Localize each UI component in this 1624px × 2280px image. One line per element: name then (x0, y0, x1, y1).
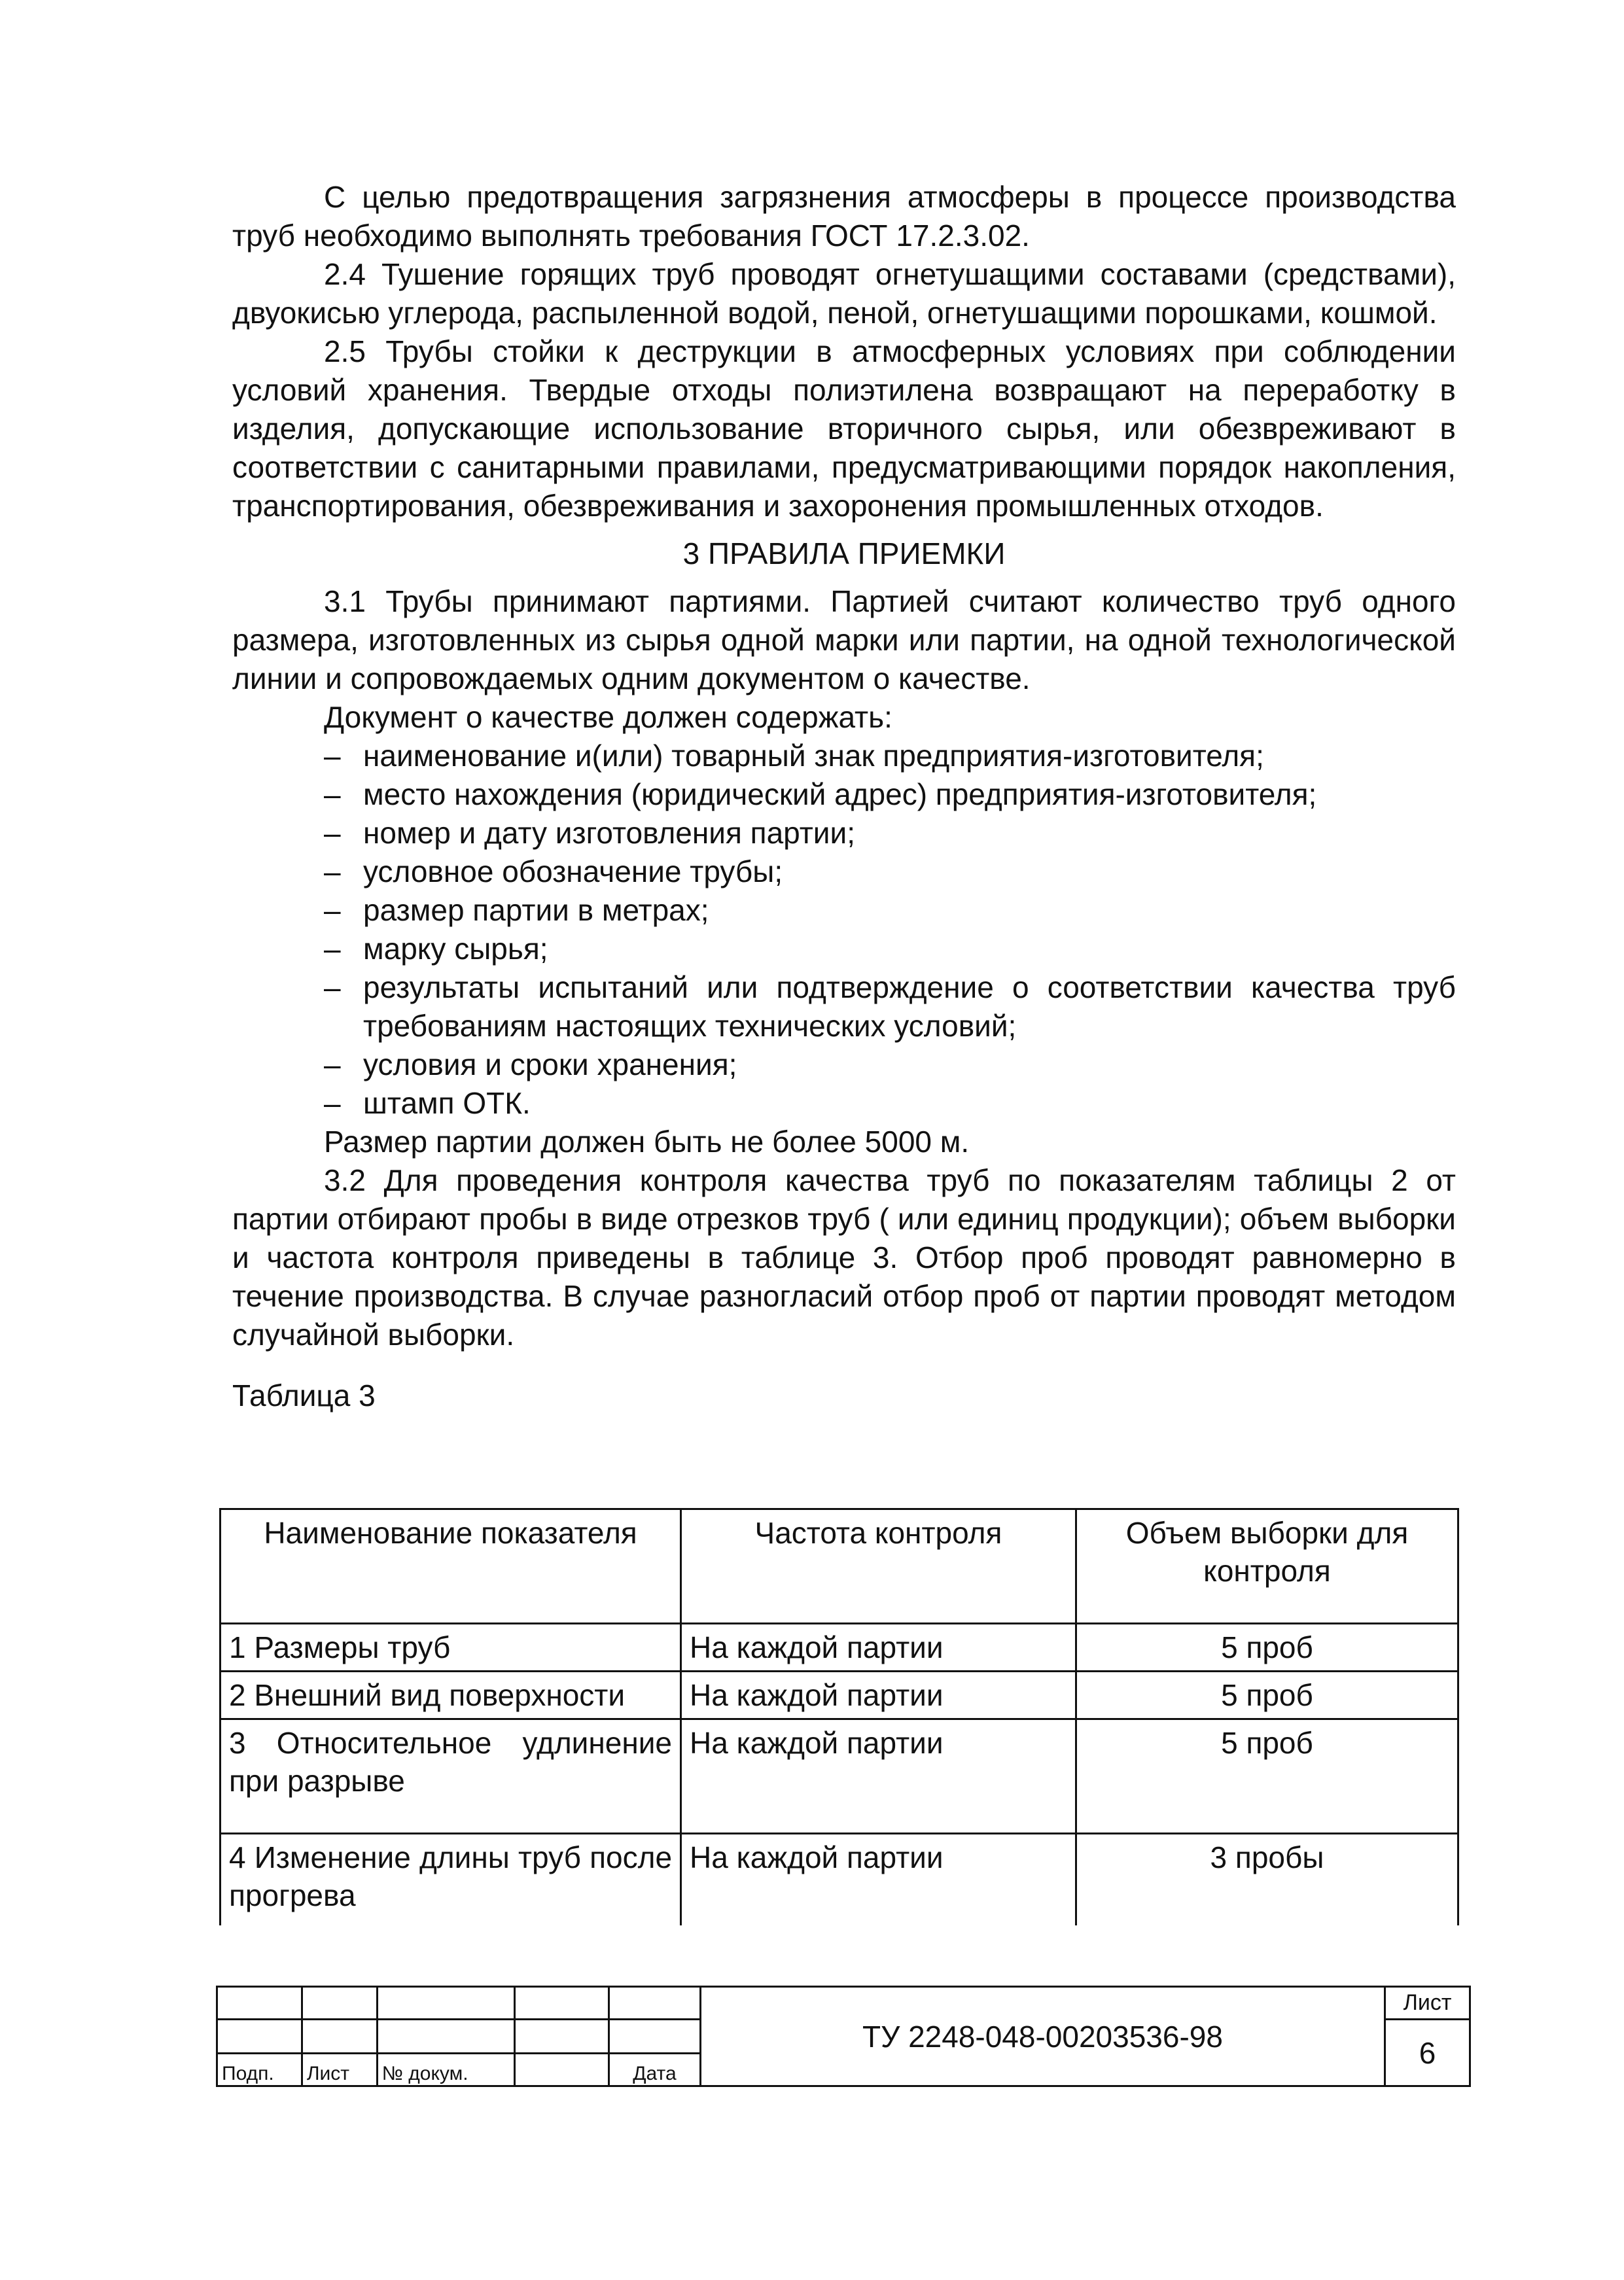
list-item: – размер партии в метрах; (232, 891, 1456, 930)
dash-bullet: – (324, 1047, 341, 1081)
list-item: – место нахождения (юридический адрес) предприятия-изготовителя; (232, 775, 1456, 814)
table-cell: 1 Размеры труб (221, 1624, 681, 1672)
section-title-acceptance-rules: 3 ПРАВИЛА ПРИЕМКИ (682, 536, 1006, 570)
paragraph-2-5: 2.5 Трубы стойки к деструкции в атмосферных условиях при соблюдении условий хранения. Твердые отходы полиэтилена возвращают на переработку в изделия, допускающие использование вторичного сырья, или обезвреживают в соответствии с санитарными правилами, предусматривающими порядок накопления, транспортирования, обезвреживания и захоронения промышленных отходов. (232, 334, 1456, 523)
column-header: Наименование показателя (221, 1509, 681, 1624)
paragraph-3-2: 3.2 Для проведения контроля качества труб по показателям таблицы 2 от партии отбирают пробы в виде отрезков труб ( или единиц продукции); объем выборки и частота контроля приведены в таблице 3. Отбор проб проводят равномерно в течение производства. В случае разногласий отбор проб от партии проводят методом случайной выборки. (232, 1163, 1456, 1352)
dash-bullet: – (324, 777, 341, 811)
list-item: – марку сырья; (232, 930, 1456, 968)
table-cell: 5 проб (1076, 1719, 1458, 1834)
stamp-col-sheet: Лист (302, 2054, 377, 2086)
list-item: – условное обозначение трубы; (232, 852, 1456, 891)
column-header: Объем выборки для контроля (1076, 1509, 1458, 1624)
table-row (221, 1624, 1458, 1672)
quality-document-list (232, 737, 1456, 1123)
table-cell: 3 Относительное удлинение при разрыве (221, 1719, 681, 1834)
table-cell: 5 проб (1076, 1624, 1458, 1672)
paragraph-air-pollution: С целью предотвращения загрязнения атмосферы в процессе производства труб необходимо выполнять требования ГОСТ 17.2.3.02. (232, 180, 1456, 253)
stamp-col-date: Дата (609, 2054, 701, 2086)
stamp-col-signature: Подп. (217, 2054, 302, 2086)
table-cell: 4 Изменение длины труб после прогрева (221, 1834, 681, 1925)
paragraph-3-1: 3.1 Трубы принимают партиями. Партией считают количество труб одного размера, изготовленных из сырья одной марки или партии, на одной технологической линии и сопровождаемых одним документом о качестве. (232, 584, 1456, 695)
stamp-col-doc-number: № докум. (377, 2054, 514, 2086)
column-header: Частота контроля (681, 1509, 1076, 1624)
dash-bullet: – (324, 739, 341, 773)
table-3 (219, 1508, 1459, 1925)
table-header-row (221, 1509, 1458, 1624)
dash-bullet: – (324, 854, 341, 888)
batch-size-note: Размер партии должен быть не более 5000 м. (324, 1125, 970, 1159)
list-item: – штамп ОТК. (232, 1084, 1456, 1123)
dash-bullet: – (324, 932, 341, 966)
list-item: – наименование и(или) товарный знак предприятия-изготовителя; (232, 737, 1456, 775)
table-cell: На каждой партии (681, 1624, 1076, 1672)
dash-bullet: – (324, 893, 341, 927)
table-cell: 2 Внешний вид поверхности (221, 1672, 681, 1719)
list-item: – условия и сроки хранения; (232, 1045, 1456, 1084)
paragraph-2-4: 2.4 Тушение горящих труб проводят огнетушащими составами (средствами), двуокисью углерода, распыленной водой, пеной, огнетушащими порошками, кошмой. (232, 257, 1456, 330)
dash-bullet: – (324, 970, 341, 1004)
table-row (221, 1719, 1458, 1834)
document-code: ТУ 2248-048-00203536-98 (700, 1987, 1385, 2086)
table-row (221, 1834, 1458, 1925)
table-cell: 5 проб (1076, 1672, 1458, 1719)
table-cell: На каждой партии (681, 1719, 1076, 1834)
table-cell: На каждой партии (681, 1834, 1076, 1925)
table-cell: На каждой партии (681, 1672, 1076, 1719)
list-item: – результаты испытаний или подтверждение о соответствии качества труб требованиям настоящих технических условий; (232, 968, 1456, 1045)
sheet-number: 6 (1385, 2020, 1470, 2086)
sheet-label: Лист (1385, 1987, 1470, 2020)
table-row (221, 1672, 1458, 1719)
dash-bullet: – (324, 1086, 341, 1120)
list-item: – номер и дату изготовления партии; (232, 814, 1456, 852)
table-caption: Таблица 3 (232, 1378, 376, 1412)
title-block-stamp (216, 1986, 1471, 2087)
dash-bullet: – (324, 816, 341, 850)
quality-document-lead: Документ о качестве должен содержать: (324, 700, 892, 734)
table-cell: 3 пробы (1076, 1834, 1458, 1925)
body-text (232, 178, 1456, 1423)
